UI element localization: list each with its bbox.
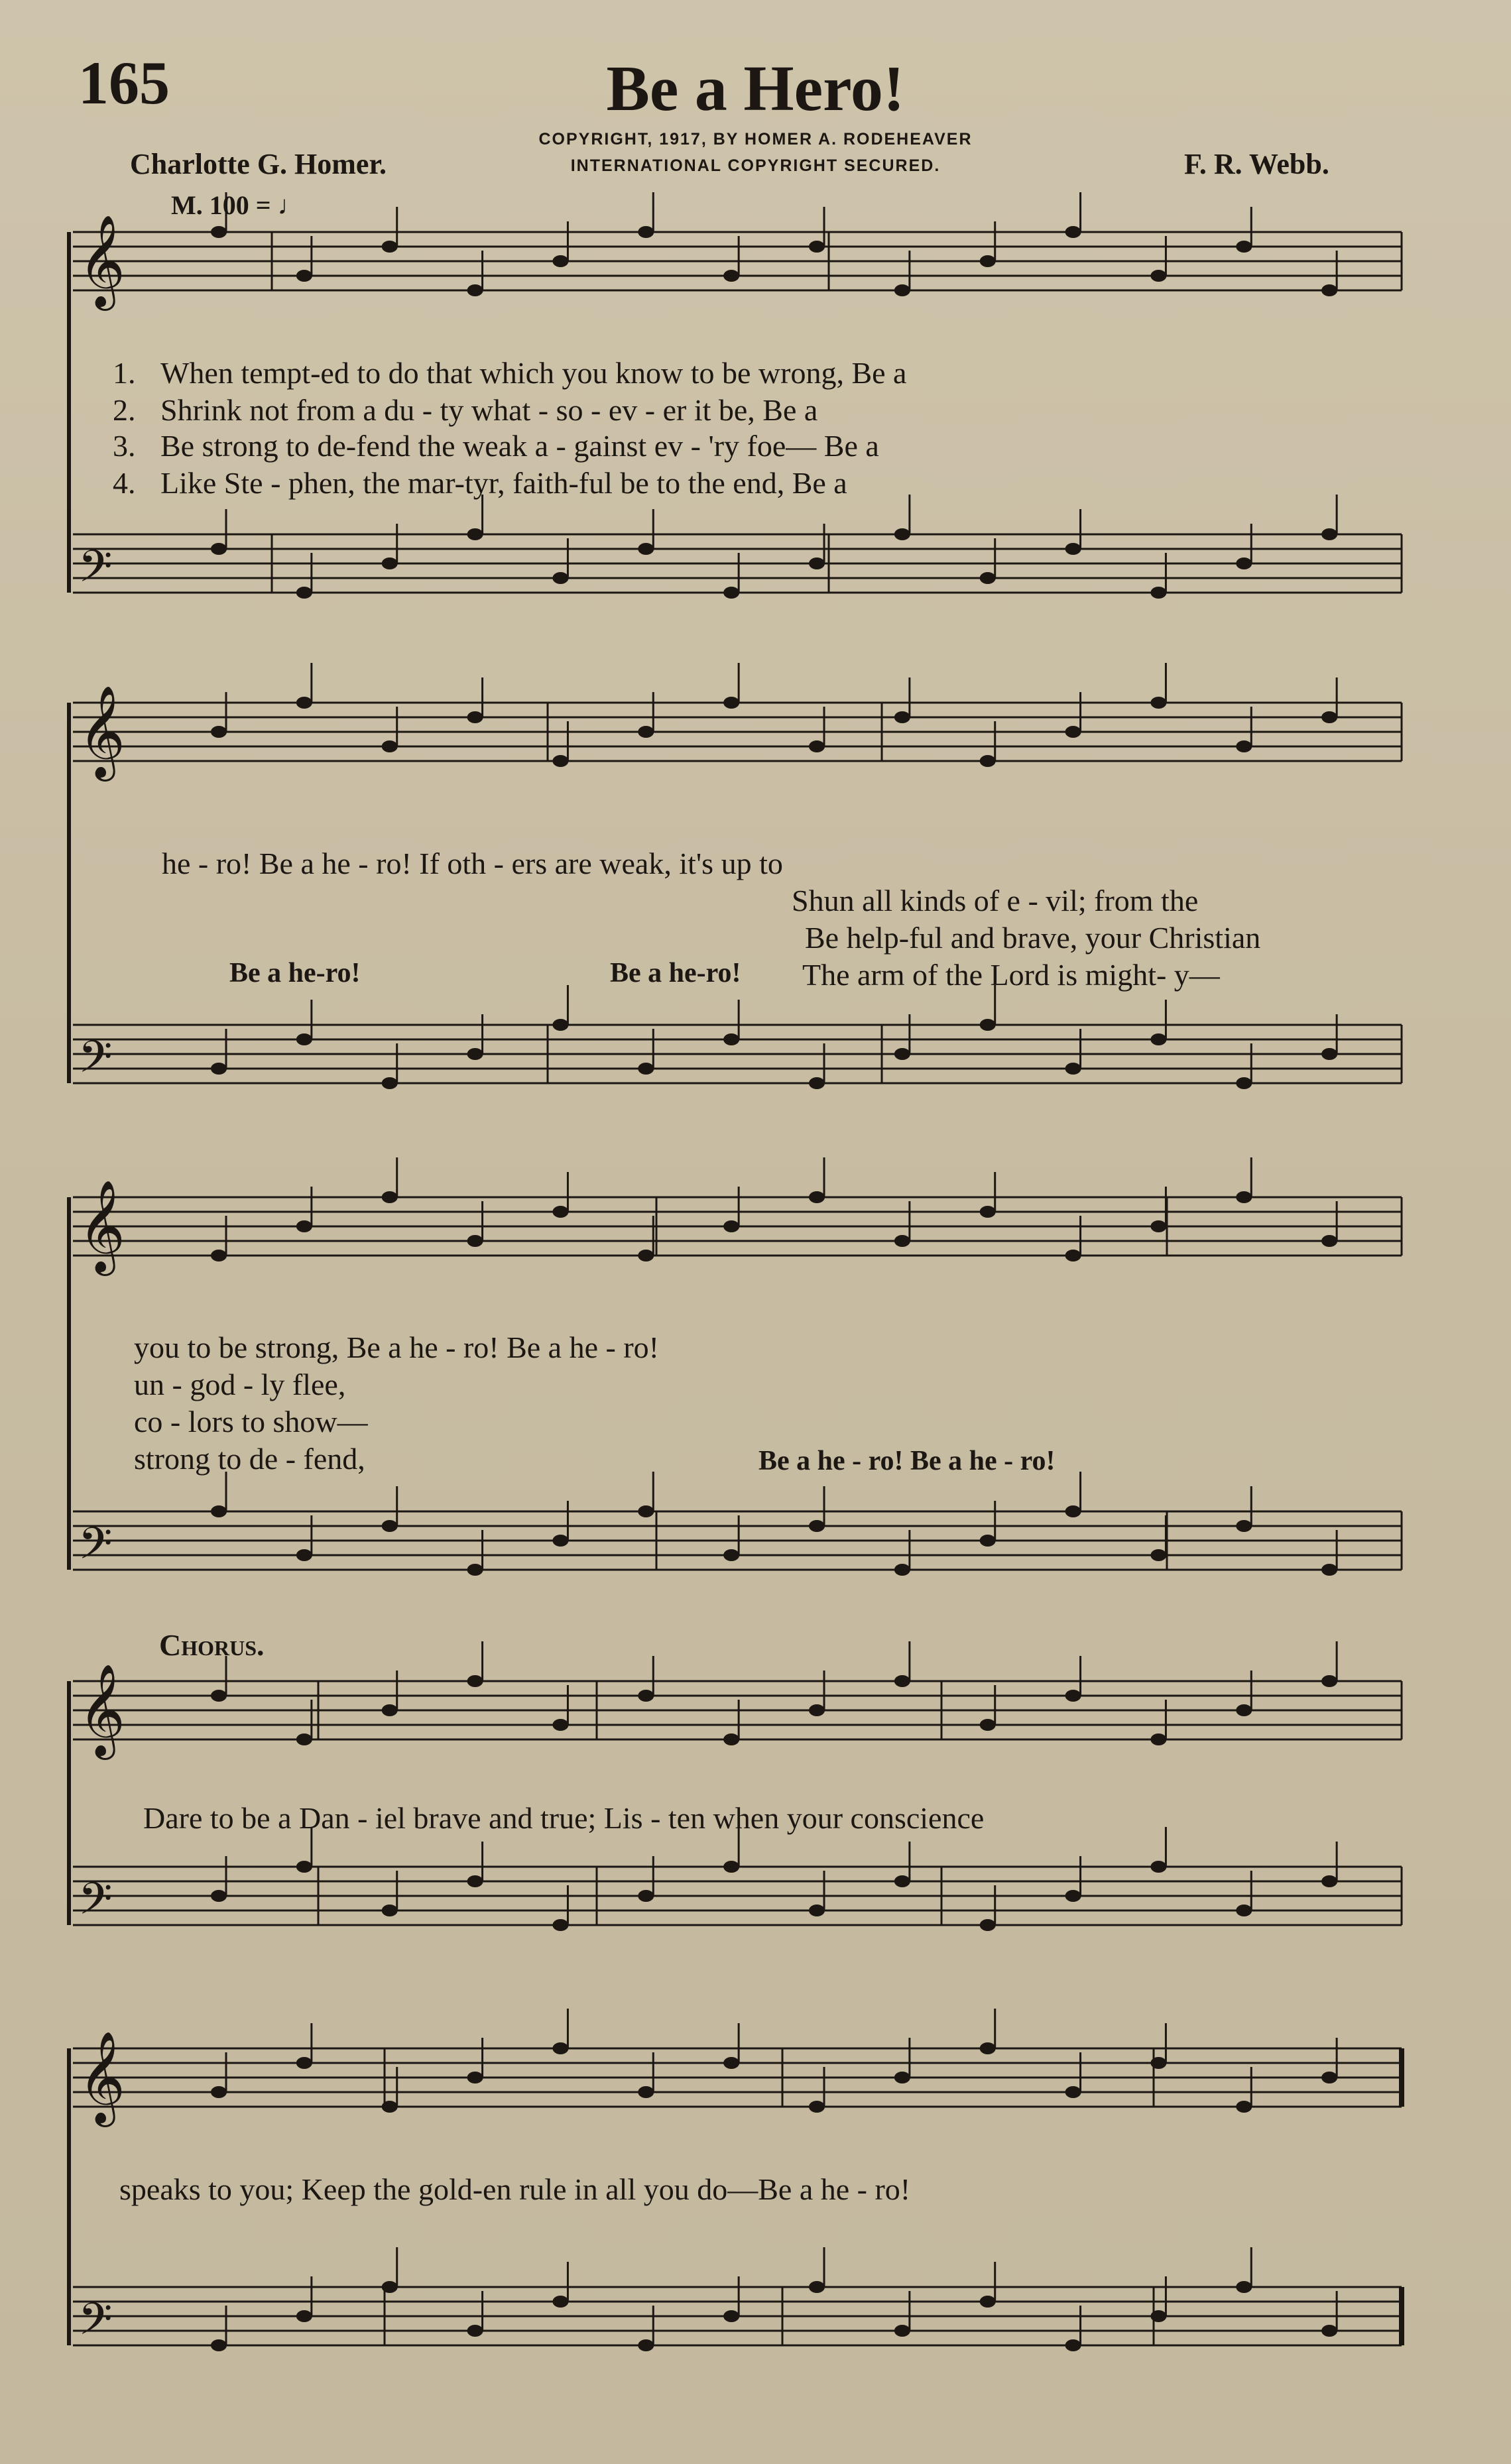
chorus-label: Chorus. — [159, 1628, 265, 1662]
notehead — [467, 1675, 483, 1687]
bass-clef-icon: 𝄢 — [78, 1518, 113, 1580]
notehead — [1236, 557, 1252, 569]
notehead — [809, 557, 825, 569]
notehead — [382, 1704, 398, 1716]
notehead — [980, 1535, 996, 1547]
notehead — [1065, 543, 1081, 555]
notehead — [296, 1220, 312, 1232]
notehead — [552, 2296, 568, 2308]
notehead — [382, 2101, 398, 2113]
notehead — [211, 2339, 227, 2351]
notehead — [467, 1235, 483, 1247]
notehead — [382, 2281, 398, 2293]
notehead — [467, 2072, 483, 2083]
notehead — [638, 1890, 654, 1902]
notehead — [809, 740, 825, 752]
tempo-text: M. 100 = — [171, 190, 271, 220]
notehead — [1236, 1905, 1252, 1916]
system3-bass-echo: Be a he - ro! Be a he - ro! — [758, 1446, 1056, 1476]
notehead — [1150, 1033, 1166, 1045]
treble-clef-icon: 𝄞 — [78, 2031, 125, 2123]
notehead — [1065, 1250, 1081, 1261]
system2-lyric-4: The arm of the Lord is might- y— — [802, 958, 1220, 992]
notehead — [1150, 587, 1166, 599]
notehead — [211, 1250, 227, 1261]
notehead — [1065, 1890, 1081, 1902]
notehead — [638, 1690, 654, 1702]
notehead — [980, 1206, 996, 1218]
notehead — [1236, 740, 1252, 752]
notehead — [723, 2057, 739, 2069]
bass-clef-icon: 𝄢 — [78, 1031, 113, 1093]
notehead — [809, 1191, 825, 1203]
notehead — [1236, 241, 1252, 253]
notehead — [980, 2296, 996, 2308]
notehead — [638, 726, 654, 738]
notehead — [211, 1063, 227, 1075]
notehead — [723, 587, 739, 599]
notehead — [1321, 1564, 1337, 1576]
notehead — [296, 1733, 312, 1745]
notehead — [638, 1505, 654, 1517]
chorus-lyric-1: Dare to be a Dan - iel brave and true; Lis - ten when your conscience — [143, 1801, 985, 1835]
hymn-title: Be a Hero! — [606, 53, 905, 125]
notehead — [1150, 1220, 1166, 1232]
notehead — [1236, 1191, 1252, 1203]
system2-lyric-3: Be help-ful and brave, your Christian — [805, 921, 1261, 955]
notehead — [382, 1077, 398, 1089]
notehead — [723, 1733, 739, 1745]
notehead — [809, 2281, 825, 2293]
notehead — [723, 270, 739, 282]
notehead — [723, 1549, 739, 1561]
notehead — [552, 255, 568, 267]
verse-number: 4. — [113, 466, 136, 500]
notehead — [638, 226, 654, 238]
treble-clef-icon: 𝄞 — [78, 215, 125, 307]
verse-number: 2. — [113, 393, 136, 427]
verse-text: Like Ste - phen, the mar-tyr, faith-ful be to the end, Be a — [160, 466, 847, 500]
notehead — [723, 1033, 739, 1045]
verse-4 — [113, 465, 847, 500]
notehead — [723, 2310, 739, 2322]
notehead — [552, 1719, 568, 1731]
notehead — [638, 543, 654, 555]
verse-text: Be strong to de-fend the weak a - gainst ev - 'ry foe— Be a — [160, 429, 879, 463]
notehead — [1321, 1675, 1337, 1687]
notehead — [467, 1564, 483, 1576]
notehead — [980, 1019, 996, 1031]
notehead — [467, 1875, 483, 1887]
notehead — [894, 1875, 910, 1887]
notehead — [894, 1564, 910, 1576]
notehead — [1321, 2325, 1337, 2337]
notehead — [1150, 1733, 1166, 1745]
notehead — [1321, 2072, 1337, 2083]
notehead — [723, 1861, 739, 1873]
system3-lyric-3: co - lors to show— — [134, 1405, 368, 1438]
notehead — [211, 2086, 227, 2098]
notehead — [467, 284, 483, 296]
notehead — [382, 557, 398, 569]
notehead — [894, 2325, 910, 2337]
notehead — [552, 1919, 568, 1931]
notehead — [296, 270, 312, 282]
notehead — [296, 1549, 312, 1561]
notehead — [1150, 1549, 1166, 1561]
notehead — [980, 1919, 996, 1931]
composer: F. R. Webb. — [1184, 148, 1329, 180]
notehead — [211, 543, 227, 555]
notehead — [467, 1048, 483, 1060]
verse-number: 3. — [113, 429, 136, 463]
lyricist: Charlotte G. Homer. — [130, 148, 387, 180]
notehead — [980, 255, 996, 267]
notehead — [382, 1905, 398, 1916]
notehead — [1321, 528, 1337, 540]
hymn-number: 165 — [78, 49, 170, 117]
treble-clef-icon: 𝄞 — [78, 685, 125, 778]
copyright-line-1: COPYRIGHT, 1917, BY HOMER A. RODEHEAVER — [538, 130, 973, 148]
notehead — [1065, 226, 1081, 238]
notehead — [552, 2042, 568, 2054]
notehead — [1065, 1505, 1081, 1517]
verse-number: 1. — [113, 356, 136, 390]
notehead — [382, 1520, 398, 1532]
notehead — [211, 1690, 227, 1702]
system2-bass-echo: Be a he-ro! — [610, 958, 741, 988]
notehead — [894, 1048, 910, 1060]
verse-1 — [113, 355, 906, 390]
notehead — [980, 572, 996, 584]
notehead — [980, 755, 996, 767]
notehead — [1150, 2310, 1166, 2322]
notehead — [1321, 1875, 1337, 1887]
notehead — [723, 697, 739, 709]
notehead — [467, 2325, 483, 2337]
notehead — [894, 528, 910, 540]
notehead — [1150, 270, 1166, 282]
notehead — [1065, 2339, 1081, 2351]
system2-lyric-1: he - ro! Be a he - ro! If oth - ers are weak, it's up to — [162, 847, 783, 880]
notehead — [1236, 2101, 1252, 2113]
notehead — [552, 755, 568, 767]
notehead — [809, 241, 825, 253]
notehead — [211, 1890, 227, 1902]
notehead — [809, 1704, 825, 1716]
notehead — [1065, 1690, 1081, 1702]
notehead — [296, 2310, 312, 2322]
notehead — [809, 2101, 825, 2113]
notehead — [1236, 1077, 1252, 1089]
bass-clef-icon: 𝄢 — [78, 2294, 113, 2355]
notehead — [382, 241, 398, 253]
notehead — [894, 2072, 910, 2083]
notehead — [552, 1019, 568, 1031]
notehead — [552, 1535, 568, 1547]
notehead — [1150, 697, 1166, 709]
treble-clef-icon: 𝄞 — [78, 1664, 125, 1756]
system3-lyric-1: you to be strong, Be a he - ro! Be a he - ro! — [134, 1330, 659, 1364]
quarter-note-icon: ♩ — [277, 190, 304, 220]
notehead — [382, 1191, 398, 1203]
notehead — [809, 1520, 825, 1532]
notehead — [1321, 1235, 1337, 1247]
notehead — [211, 726, 227, 738]
notehead — [1236, 1520, 1252, 1532]
bass-clef-icon: 𝄢 — [78, 1873, 113, 1935]
notehead — [894, 711, 910, 723]
treble-clef-icon: 𝄞 — [78, 1180, 125, 1272]
notehead — [894, 1675, 910, 1687]
notehead — [638, 2086, 654, 2098]
notehead — [382, 740, 398, 752]
notehead — [1321, 1048, 1337, 1060]
notehead — [638, 1063, 654, 1075]
notehead — [809, 1077, 825, 1089]
bass-clef-icon: 𝄢 — [78, 541, 113, 603]
notehead — [894, 1235, 910, 1247]
notehead — [296, 587, 312, 599]
notehead — [809, 1905, 825, 1916]
notehead — [723, 1220, 739, 1232]
notehead — [1150, 1861, 1166, 1873]
notehead — [1236, 2281, 1252, 2293]
notehead — [211, 1505, 227, 1517]
system2-alto-echo: Be a he-ro! — [229, 958, 361, 988]
notehead — [1065, 2086, 1081, 2098]
notehead — [894, 284, 910, 296]
notehead — [638, 1250, 654, 1261]
notehead — [552, 572, 568, 584]
notehead — [296, 1861, 312, 1873]
notehead — [980, 2042, 996, 2054]
verse-3 — [113, 428, 879, 463]
copyright-line-2: INTERNATIONAL COPYRIGHT SECURED. — [570, 156, 941, 175]
notehead — [467, 711, 483, 723]
notehead — [1065, 726, 1081, 738]
system3-lyric-2: un - god - ly flee, — [134, 1368, 346, 1401]
notehead — [1065, 1063, 1081, 1075]
notehead — [1150, 2057, 1166, 2069]
notehead — [1321, 284, 1337, 296]
notehead — [296, 697, 312, 709]
system2-lyric-2: Shun all kinds of e - vil; from the — [792, 884, 1199, 917]
notehead — [211, 226, 227, 238]
notehead — [1236, 1704, 1252, 1716]
verse-text: When tempt-ed to do that which you know to be wrong, Be a — [160, 356, 907, 390]
notehead — [296, 1033, 312, 1045]
system3-lyric-4: strong to de - fend, — [134, 1442, 365, 1476]
notehead — [296, 2057, 312, 2069]
chorus-lyric-2: speaks to you; Keep the gold-en rule in all you do—Be a he - ro! — [119, 2172, 911, 2206]
notehead — [552, 1206, 568, 1218]
notehead — [467, 528, 483, 540]
verse-2 — [113, 392, 817, 428]
notehead — [638, 2339, 654, 2351]
notehead — [980, 1719, 996, 1731]
verse-text: Shrink not from a du - ty what - so - ev - er it be, Be a — [160, 393, 818, 427]
notehead — [1321, 711, 1337, 723]
